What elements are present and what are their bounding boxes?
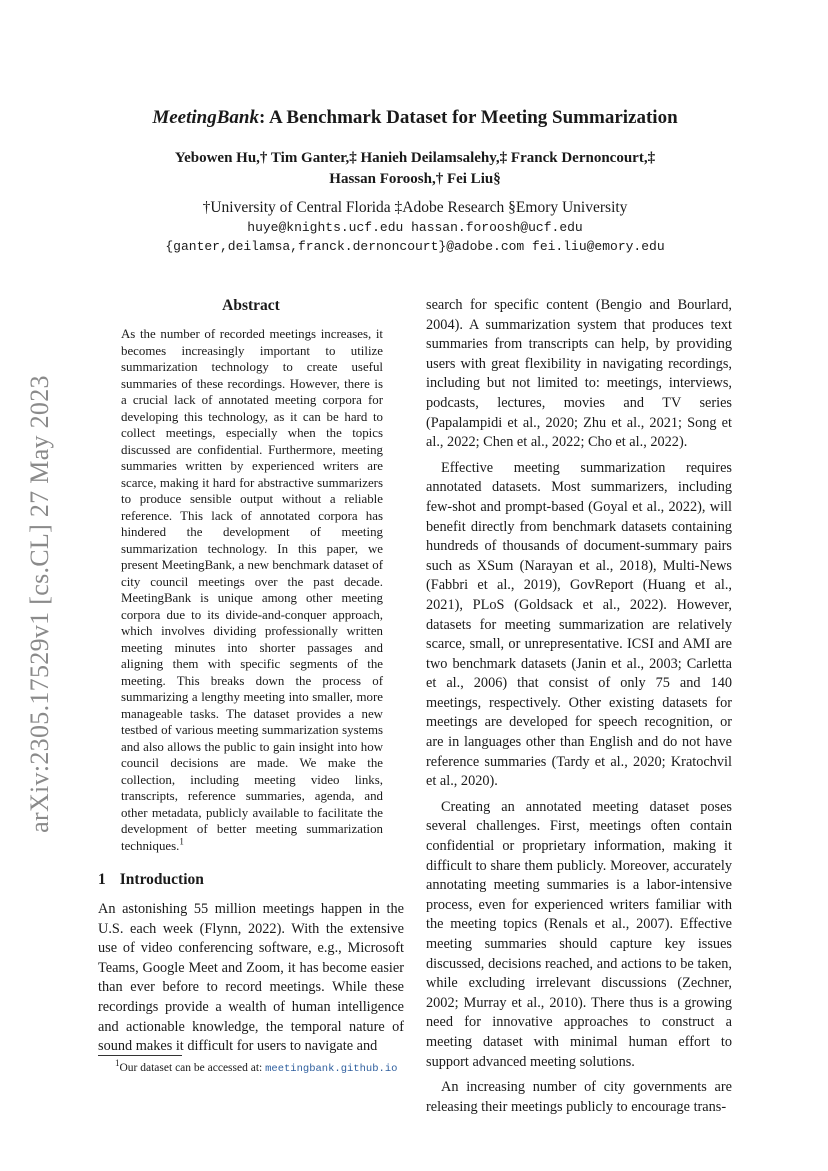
footnote-text: Our dataset can be accessed at: — [119, 1062, 266, 1074]
section-heading — [98, 871, 204, 889]
footnote-link[interactable]: meetingbank.github.io — [265, 1063, 398, 1075]
right-column — [426, 296, 732, 1123]
intro-paragraph: An astonishing 55 million meetings happen in the U.S. each week (Flynn, 2022). With the extensive use of video conferencing software, e.g., Microsoft Teams, Google Meet and Zoom, it has become easier than ever before to record meetings. While these recordings provide a wealth of human intelligence and actionable knowledge, the temporal nature of sound makes it difficult for users to navigate and — [98, 901, 404, 1055]
author-list — [98, 148, 732, 190]
right-paragraph-1: search for specific content (Bengio and Bourlard, 2004). A summarization system that produces text summaries from transcripts can help, by providing users with great flexibility in navigating recordings, including but not limited to: meetings, interviews, podcasts, lectures, movies and TV series (Papalampidi et al., 2020; Zhu et al., 2021; Song et al., 2022; Chen et al., 2022; Cho et al., 2022). — [426, 297, 732, 451]
emails-line-2: {ganter,deilamsa,franck.dernoncourt}@adobe.com fei.liu@emory.edu — [165, 239, 665, 254]
footnote-rule — [98, 1055, 182, 1056]
paper-title — [98, 105, 732, 131]
abstract-text: As the number of recorded meetings increases, it becomes increasingly important to utilize summarization technology to create useful summaries of these recordings. However, there is a crucial lack of annotated meeting corpora for developing this technology, as it can be hard to collect meetings, especially when the topics discussed are confidential. Furthermore, meeting summaries written by experienced writers are scarce, making it hard for abstractive summarizers to produce sensible output without a reliable reference. This lack of annotated corpora has hindered the development of meeting summarization technology. In this paper, we present MeetingBank, a new benchmark dataset of city council meetings over the past decade. MeetingBank is unique among other meeting corpora due to its divide-and-conquer approach, which involves dividing professionally written meeting minutes into shorter passages and aligning them with specific segments of the meeting. This breaks down the process of summarizing a lengthy meeting into smaller, more manageable tasks. The dataset provides a new testbed of various meeting summarization systems and also allows the public to gain insight into how council decisions are made. We make the collection, including meeting video links, transcripts, reference summaries, agenda, and other metadata, publicly available to facilitate the development of better meeting summarization techniques. — [121, 327, 383, 853]
affiliations: †University of Central Florida ‡Adobe Research §Emory University — [202, 199, 628, 216]
section-number: 1 — [98, 871, 106, 888]
title-name: MeetingBank — [152, 107, 259, 128]
footnote — [115, 1060, 397, 1079]
authors-line-1: Yebowen Hu,† Tim Ganter,‡ Hanieh Deilamsalehy,‡ Franck Dernoncourt,‡ — [174, 150, 656, 166]
emails-line-1: huye@knights.ucf.edu hassan.foroosh@ucf.edu — [247, 220, 583, 235]
right-paragraph-2: Effective meeting summarization requires annotated datasets. Most summarizers, including few-shot and prompt-based (Goyal et al., 2022), will benefit directly from benchmark datasets containing hundreds of thousands of document-summary pairs such as XSum (Narayan et al., 2018), Multi-News (Fabbri et al., 2019), GovReport (Huang et al., 2021), PLoS (Goldsack et al., 2022). However, datasets for meeting summarization are relatively scarce, small, or unrepresentative. ICSI and AMI are two benchmark datasets (Janin et al., 2003; Carletta et al., 2006) that consist of only 75 and 140 meetings, respectively. Other existing datasets for meetings are developed for speech recognition, or are in languages other than English and do not have reference summaries (Tardy et al., 2020; Kratochvil et al., 2020). — [426, 459, 732, 790]
abstract-footnote-mark[interactable]: 1 — [179, 836, 184, 847]
authors-line-2: Hassan Foroosh,† Fei Liu§ — [329, 171, 501, 187]
abstract-body — [121, 326, 383, 854]
abstract-heading: Abstract — [222, 297, 280, 314]
section-title: Introduction — [119, 871, 204, 888]
arxiv-identifier — [14, 354, 66, 854]
arxiv-identifier-text: arXiv:2305.17529v1 [cs.CL] 27 May 2023 — [25, 375, 54, 833]
paper-header — [98, 105, 732, 256]
right-paragraph-3: Creating an annotated meeting dataset poses several challenges. First, meetings often contain confidential or proprietary information, making it difficult to share them publicly. Moreover, accurately annotating meeting summaries is a labor-intensive process, even for experienced writers familiar with the meeting topics (Renals et al., 2007). Effective meeting summaries should capture key issues discussed, decisions reached, and actions to be taken, while excluding irrelevant discussions (Zechner, 2002; Murray et al., 2010). There thus is a growing need for innovative approaches to construct a meeting dataset with minimal human effort to support advanced meeting solutions. — [426, 798, 732, 1070]
right-paragraph-4: An increasing number of city governments are releasing their meetings publicly to encourage trans- — [426, 1079, 732, 1115]
footnote-mark: 1 — [115, 1058, 120, 1069]
title-rest: : A Benchmark Dataset for Meeting Summarization — [258, 107, 678, 128]
